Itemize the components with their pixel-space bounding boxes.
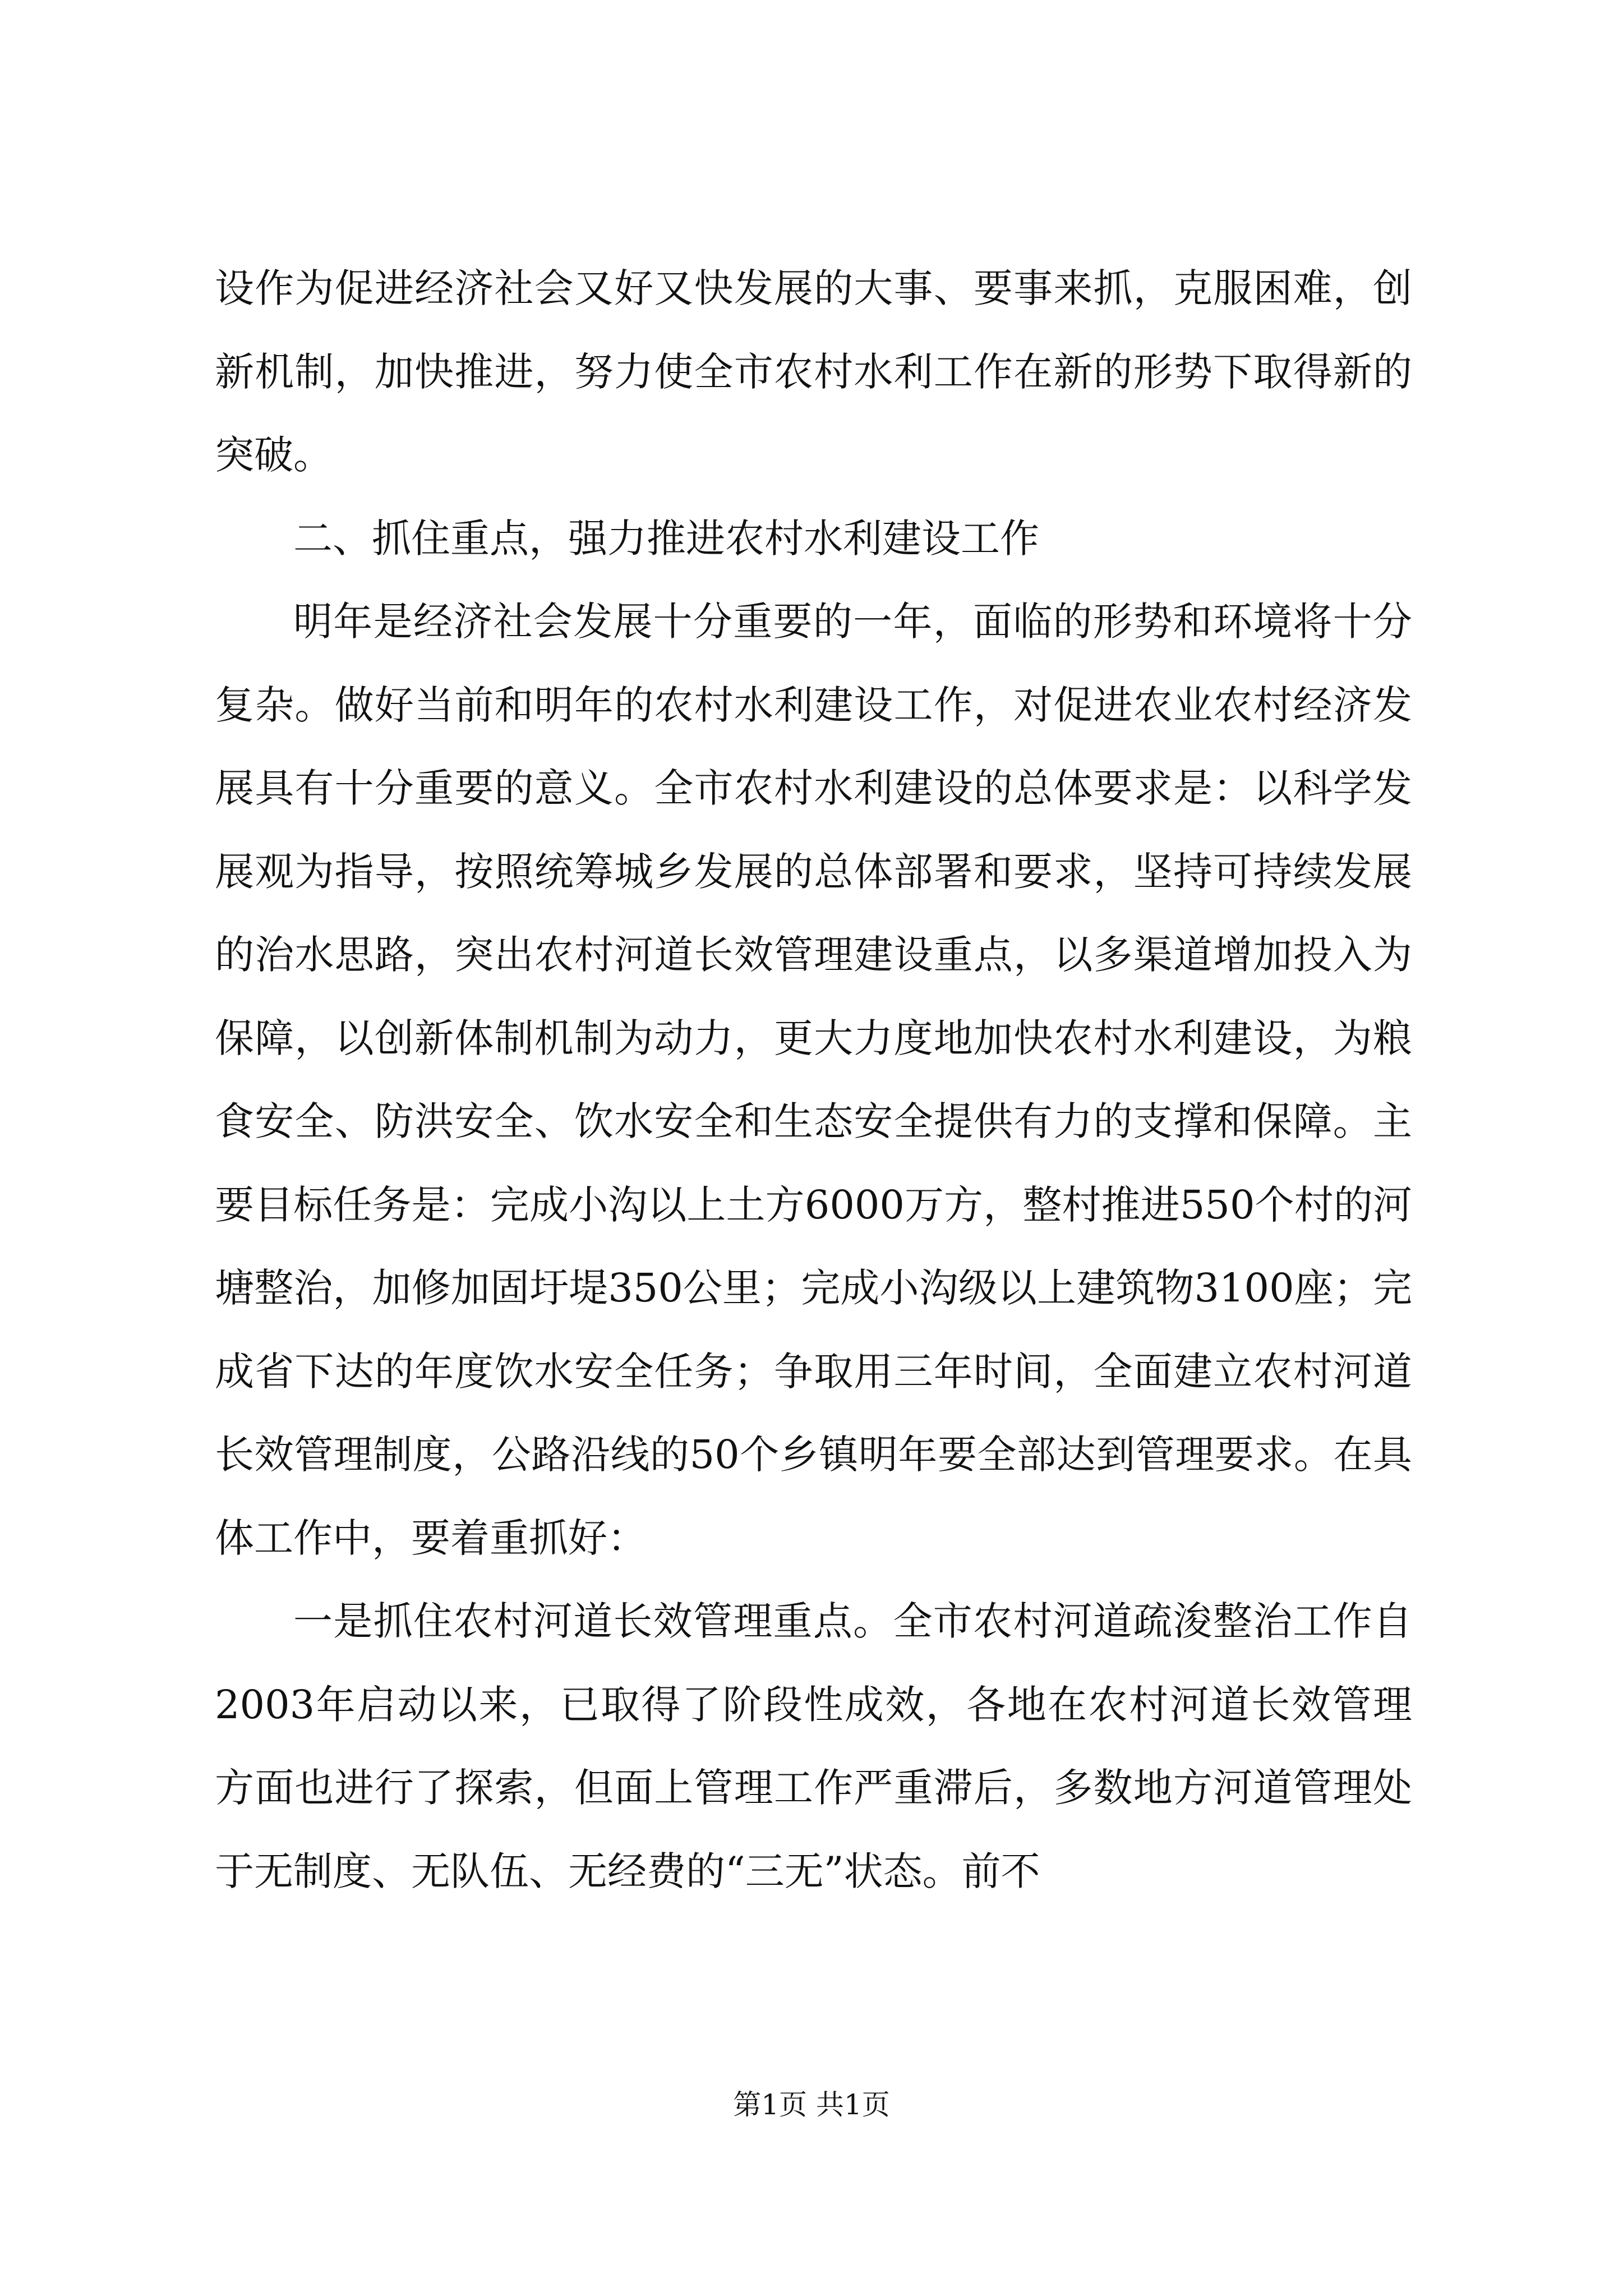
document-body xyxy=(215,247,1412,1913)
section-heading: 二、抓住重点，强力推进农村水利建设工作 xyxy=(293,515,1039,562)
paragraph-river-management: 一是抓住农村河道长效管理重点。全市农村河道疏浚整治工作自2003年启动以来，已取得了阶段性成效，各地在农村河道长效管理方面也进行了探索，但面上管理工作严重滞后，多数地方河道管理处于无制度、无队伍、无经费的“三无”状态。前不 xyxy=(215,1598,1412,1894)
page-number-footer: 第1页 共1页 xyxy=(733,2088,890,2121)
paragraph-continuation: 设作为促进经济社会又好又快发展的大事、要事来抓，克服困难，创新机制，加快推进，努力使全市农村水利工作在新的形势下取得新的突破。 xyxy=(215,265,1412,478)
paragraph-overall-requirements: 明年是经济社会发展十分重要的一年，面临的形势和环境将十分复杂。做好当前和明年的农村水利建设工作，对促进农业农村经济发展具有十分重要的意义。全市农村水利建设的总体要求是：以科学发展观为指导，按照统筹城乡发展的总体部署和要求，坚持可持续发展的治水思路，突出农村河道长效管理建设重点，以多渠道增加投入为保障，以创新体制机制为动力，更大力度地加快农村水利建设，为粮食安全、防洪安全、饮水安全和生态安全提供有力的支撑和保障。主要目标任务是：完成小沟以上土方6000万方，整村推进550个村的河塘整治，加修加固圩堤350公里；完成小沟级以上建筑物3100座；完成省下达的年度饮水安全任务；争取用三年时间，全面建立农村河道长效管理制度，公路沿线的50个乡镇明年要全部达到管理要求。在具体工作中，要着重抓好： xyxy=(215,599,1412,1561)
